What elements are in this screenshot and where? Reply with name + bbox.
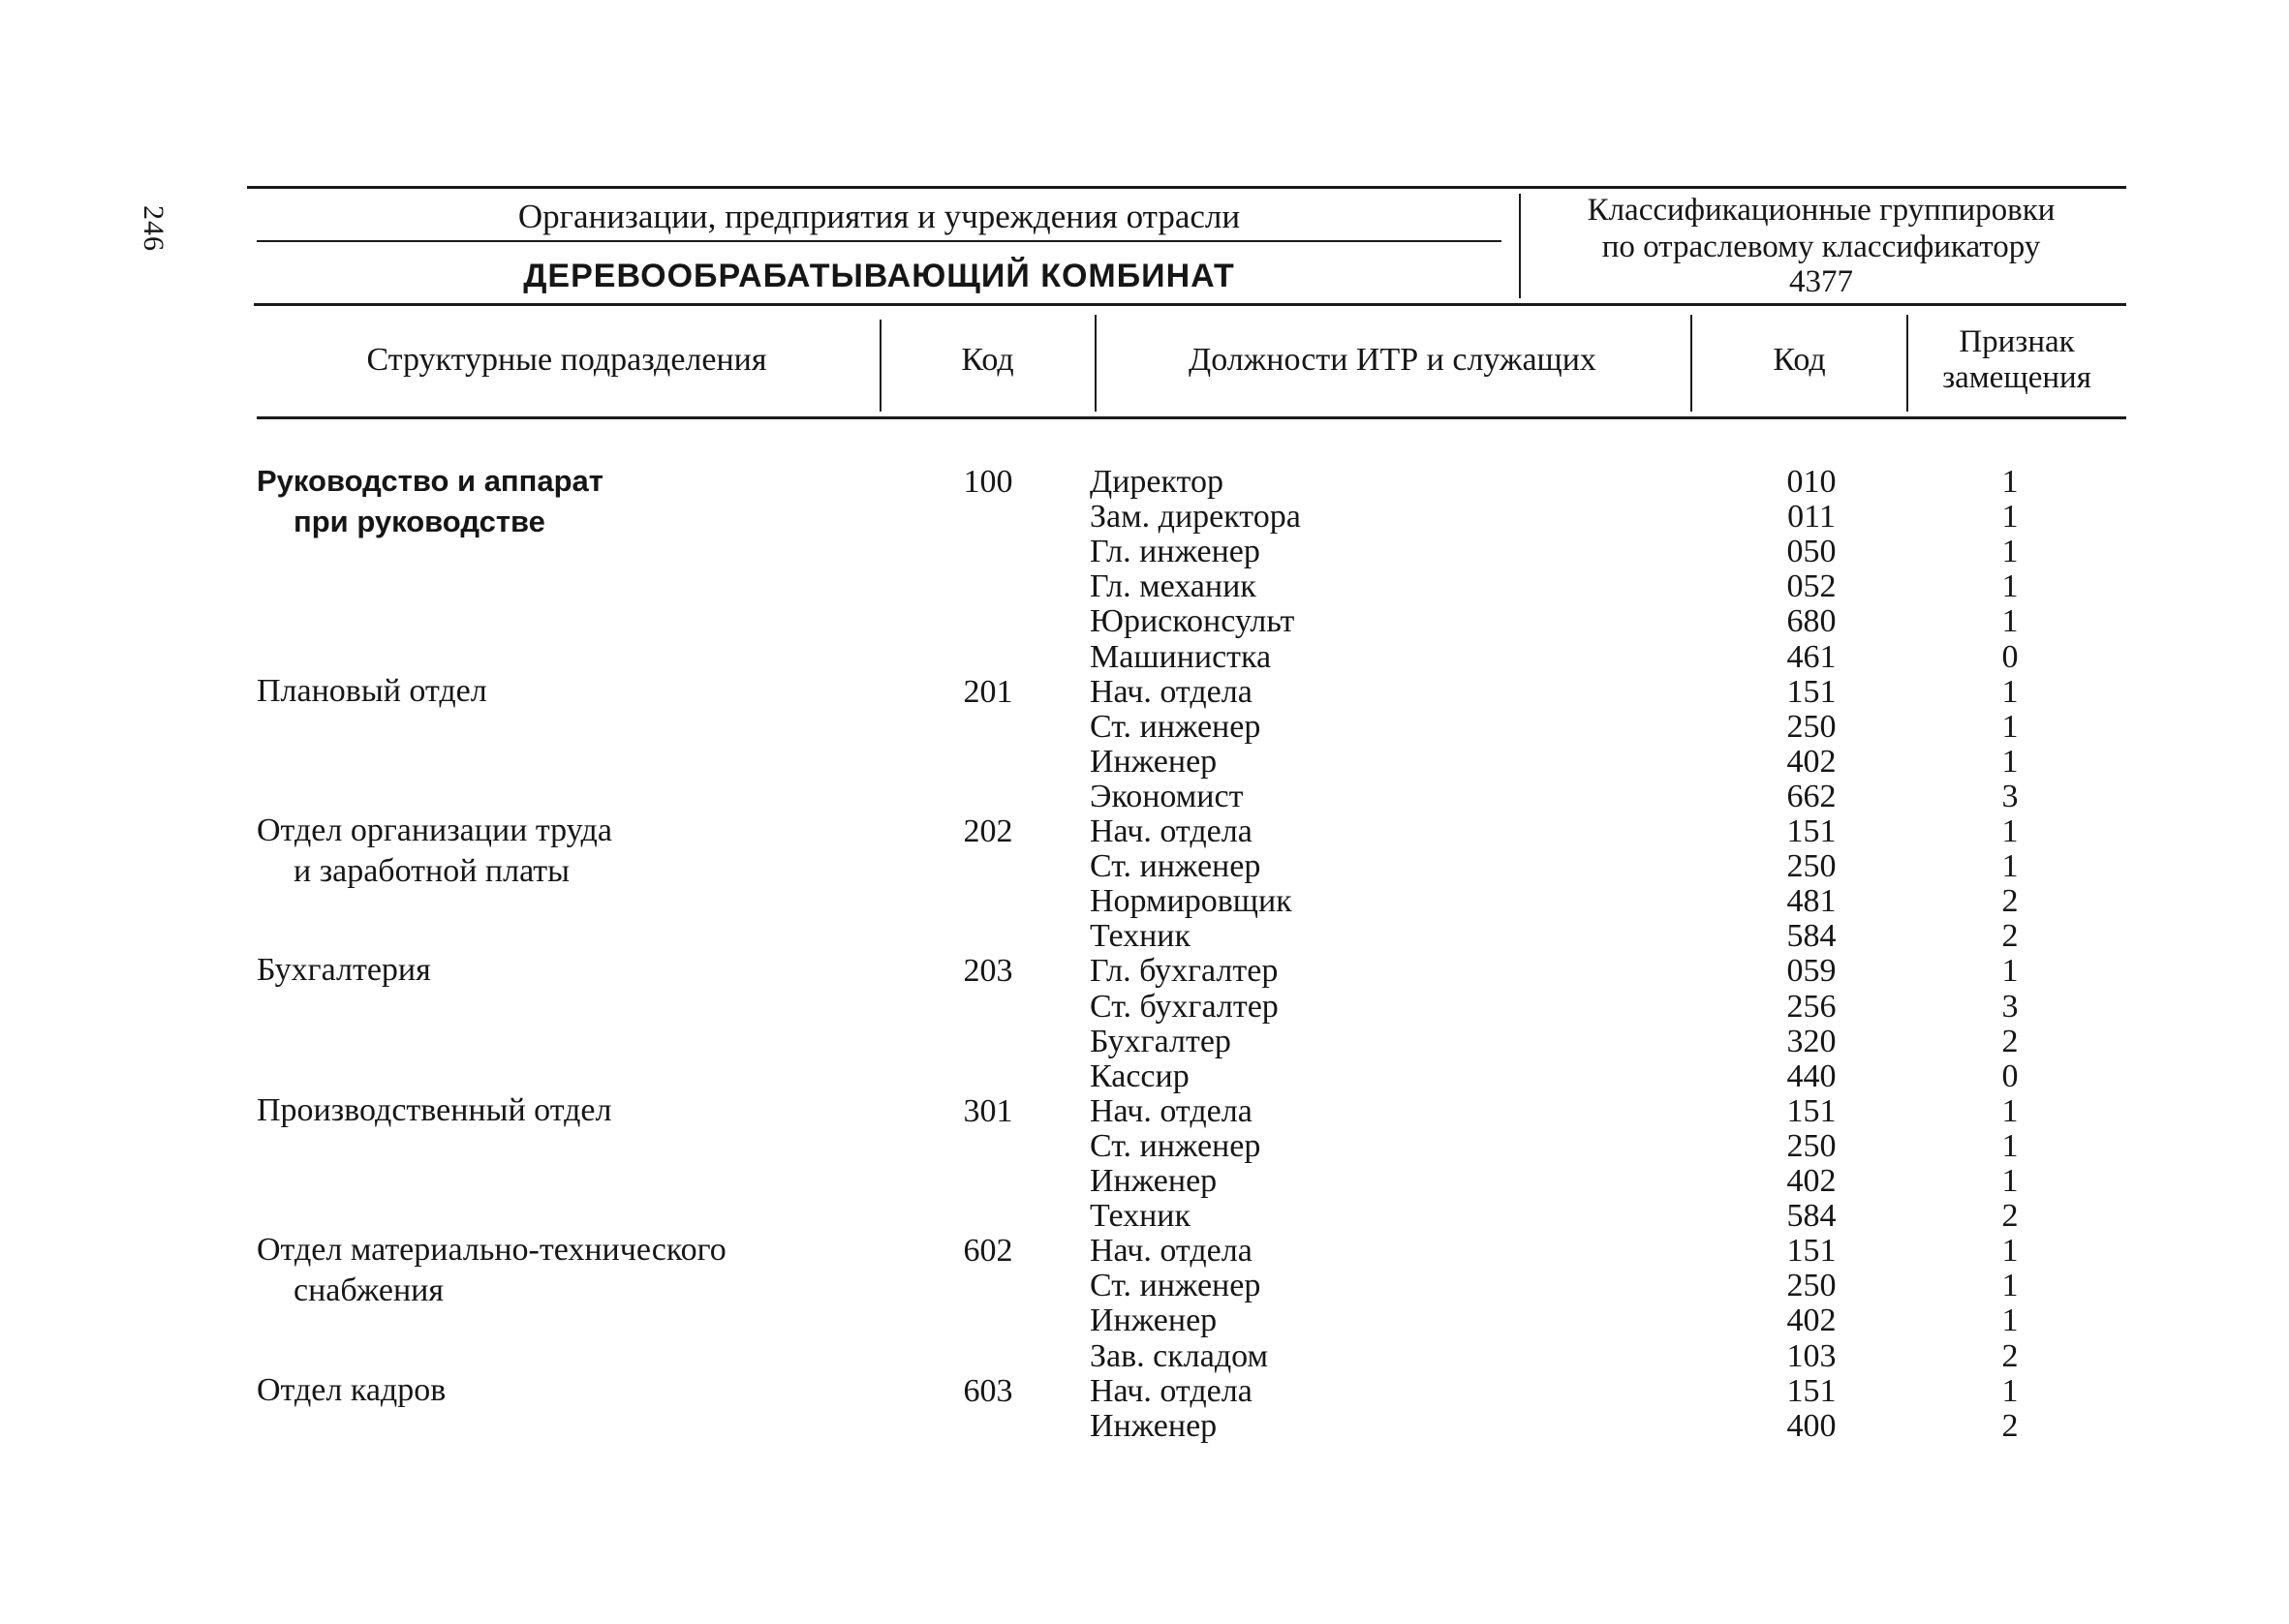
position-name: Ст. инженер [1090,848,1261,885]
col-header-flag-line-1: Признак [1959,324,2075,359]
column-header-rule [257,416,2126,419]
position-name: Экономист [1090,778,1244,814]
position-name: Нач. отдела [1090,1233,1253,1270]
col-header-flag-line-2: замещения [1942,360,2091,395]
position-name: Ст. инженер [1090,1127,1261,1164]
position-code: 250 [1786,1268,1837,1304]
position-code: 402 [1786,1302,1837,1339]
top-rule [247,186,2126,189]
position-name: Машинистка [1090,638,1272,675]
substitution-flag: 1 [2001,1233,2019,1270]
position-code: 250 [1786,708,1837,745]
position-name: Гл. бухгалтер [1090,953,1279,990]
org-label: Организации, предприятия и учреждения отрасли [517,198,1241,235]
position-code: 250 [1786,848,1837,885]
col-divider-1 [880,320,882,412]
substitution-flag: 2 [2001,1023,2019,1059]
substitution-flag: 2 [2001,883,2019,920]
col-divider-4 [1906,315,1908,412]
department-code: 602 [963,1233,1013,1270]
col-divider-2 [1095,315,1097,412]
department-name-line-1: Руководство и аппарат [257,464,603,498]
position-name: Нач. отдела [1090,1372,1253,1409]
position-name: Гл. механик [1090,568,1256,605]
department-name [257,1090,611,1131]
department-code: 202 [963,813,1013,849]
substitution-flag: 1 [2001,708,2019,745]
substitution-flag: 3 [2001,778,2019,814]
position-code: 103 [1786,1337,1837,1374]
substitution-flag: 0 [2001,1057,2019,1094]
position-name: Инженер [1090,1163,1218,1199]
department-name [257,811,612,892]
col-header-dept-code: Код [961,342,1014,378]
page-number: 246 [138,205,170,252]
position-code: 151 [1786,1372,1837,1409]
department-name [257,950,431,991]
position-code: 151 [1786,673,1837,710]
substitution-flag: 2 [2001,918,2019,955]
position-name: Инженер [1090,1407,1218,1444]
position-code: 010 [1786,464,1837,500]
position-code: 461 [1786,638,1837,675]
position-code: 151 [1786,1092,1837,1129]
position-code: 680 [1786,603,1837,640]
position-code: 584 [1786,1198,1837,1235]
substitution-flag: 1 [2001,673,2019,710]
position-code: 662 [1786,778,1837,814]
header-divider [1519,194,1521,298]
substitution-flag: 1 [2001,568,2019,605]
department-name-line-1: Отдел материально-технического [257,1232,727,1269]
substitution-flag: 1 [2001,1092,2019,1129]
substitution-flag: 1 [2001,848,2019,885]
department-name [257,1370,446,1411]
substitution-flag: 1 [2001,1268,2019,1304]
position-name: Нач. отдела [1090,1092,1253,1129]
col-header-pos-code: Код [1773,342,1826,378]
position-name: Нач. отдела [1090,813,1253,849]
classification-line-2: по отраслевому классификатору [1601,230,2041,264]
position-code: 151 [1786,1233,1837,1270]
substitution-flag: 1 [2001,534,2019,570]
department-code: 603 [963,1372,1013,1409]
position-name: Ст. бухгалтер [1090,988,1279,1025]
substitution-flag: 2 [2001,1337,2019,1374]
position-code: 052 [1786,568,1837,605]
department-name-line-2: и заработной платы [294,853,570,889]
department-code: 301 [963,1092,1013,1129]
department-code: 203 [963,953,1013,990]
substitution-flag: 2 [2001,1198,2019,1235]
header-bottom-rule [254,303,2126,306]
substitution-flag: 1 [2001,603,2019,640]
position-code: 050 [1786,534,1837,570]
col-divider-3 [1690,315,1692,412]
position-code: 011 [1787,499,1836,536]
position-name: Нормировщик [1090,883,1292,920]
department-name-line-1: Производственный отдел [257,1091,612,1128]
substitution-flag: 3 [2001,988,2019,1025]
substitution-flag: 1 [2001,1163,2019,1199]
substitution-flag: 1 [2001,1302,2019,1339]
substitution-flag: 2 [2001,1407,2019,1444]
position-name: Директор [1090,464,1223,500]
position-name: Ст. инженер [1090,708,1261,745]
position-code: 584 [1786,918,1837,955]
col-header-dept: Структурные подразделения [366,342,767,378]
classification-code: 4377 [1789,264,1853,299]
department-name [257,461,603,542]
substitution-flag: 1 [2001,499,2019,536]
position-code: 402 [1786,1163,1837,1199]
substitution-flag: 1 [2001,813,2019,849]
substitution-flag: 1 [2001,1372,2019,1409]
position-code: 059 [1786,953,1837,990]
position-code: 440 [1786,1057,1837,1094]
position-name: Кассир [1090,1057,1190,1094]
position-name: Техник [1090,1198,1191,1235]
position-name: Зам. директора [1090,499,1301,536]
classification-line-1: Классификационные группировки [1587,193,2056,228]
substitution-flag: 0 [2001,638,2019,675]
department-name-line-1: Бухгалтерия [257,952,431,989]
position-code: 400 [1786,1407,1837,1444]
department-name-line-1: Плановый отдел [257,672,487,709]
department-name-line-2: снабжения [294,1272,444,1309]
position-code: 481 [1786,883,1837,920]
org-name: ДЕРЕВООБРАБАТЫВАЮЩИЙ КОМБИНАТ [523,258,1235,294]
substitution-flag: 1 [2001,953,2019,990]
substitution-flag: 1 [2001,464,2019,500]
position-name: Техник [1090,918,1191,955]
position-name: Инженер [1090,743,1218,780]
department-name [257,671,487,712]
department-name [257,1230,727,1311]
position-name: Гл. инженер [1090,534,1260,570]
substitution-flag: 1 [2001,1127,2019,1164]
position-code: 250 [1786,1127,1837,1164]
position-code: 256 [1786,988,1837,1025]
position-name: Юрисконсульт [1090,603,1295,640]
position-name: Ст. инженер [1090,1268,1261,1304]
position-code: 151 [1786,813,1837,849]
position-name: Инженер [1090,1302,1218,1339]
substitution-flag: 1 [2001,743,2019,780]
department-code: 100 [963,464,1013,500]
org-label-underline [257,240,1501,242]
department-name-line-2: при руководстве [294,505,545,538]
position-name: Нач. отдела [1090,673,1253,710]
department-name-line-1: Отдел организации труда [257,812,612,848]
col-header-position: Должности ИТР и служащих [1189,342,1596,378]
position-name: Бухгалтер [1090,1023,1231,1059]
department-name-line-1: Отдел кадров [257,1371,447,1408]
position-code: 402 [1786,743,1837,780]
position-code: 320 [1786,1023,1837,1059]
position-name: Зав. складом [1090,1337,1269,1374]
department-code: 201 [963,673,1013,710]
